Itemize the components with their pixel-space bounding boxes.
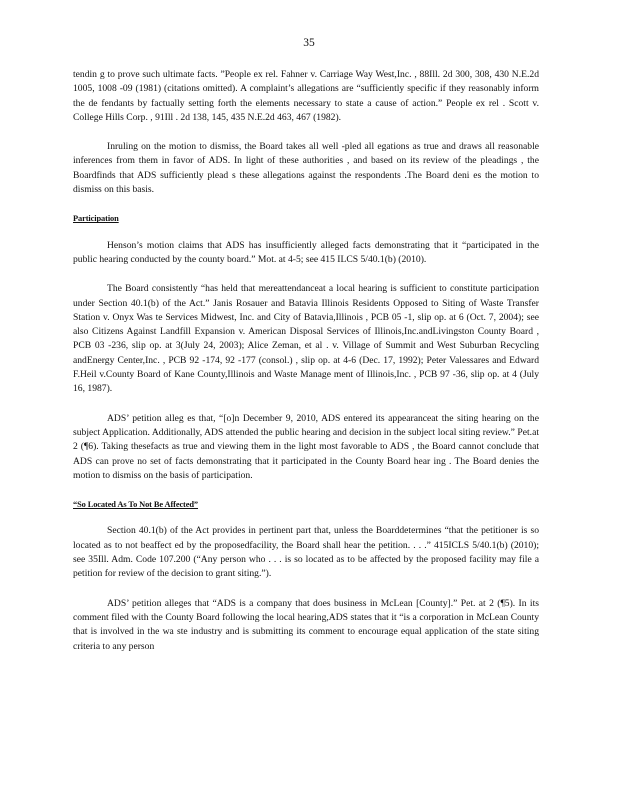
paragraph-5: ADS’ petition alleg es that, “[o]n December 9, 2010, ADS entered its appearanceat the siting hearing on the subject Application. Additionally, ADS attended the public hearing and decision in the subject local siting review.” Pet.at 2 (¶6). Taking thesefacts as true and viewing them in the light most favorable to ADS , the Board cannot conclude that ADS can prove no set of facts demonstrating that it participated in the County Board hear ing . The Board denies the motion to dismiss on the basis of participation. xyxy=(73,412,539,481)
paragraph-4: The Board consistently “has held that mereattendanceat a local hearing is sufficient to constitute participation under Section 40.1(b) of the Act.” Janis Rosauer and Batavia Illinois Residents Opposed to Siting of Waste Transfer Station v. Onyx Was te Services Midwest, Inc. and City of Batavia,Illinois , PCB 05 -1, slip op. at 6 (Oct. 7, 2004); see also Citizens Against Landfill Expansion v. American Disposal Services of Illinois,Inc.andLivingston County Board , PCB 03 -236, slip op. at 3(July 24, 2003); Alice Zeman, et al . v. Village of Summit and West Suburban Recycling andEnergy Center,Inc. , PCB 92 -174, 92 -177 (consol.) , slip op. at 4-6 (Dec. 17, 1992); Peter Valessares and Edward F.Heil v.County Board of Kane County,Illinois and Waste Manage ment of Illinois,Inc. , PCB 97 -36, slip op. at 4 (July 16, 1987). xyxy=(73,283,539,395)
paragraph-6: Section 40.1(b) of the Act provides in pertinent part that, unless the Boarddetermines “that the petitioner is so located as to not beaffect ed by the proposedfacility, the Board shall hear the petition. . . .” 415ICLS 5/40.1(b) (2010); see 35Ill. Adm. Code 107.200 (“Any person who . . . is so located as to be affected by the proposed facility may file a petition for review of the decision to grant siting.”). xyxy=(73,525,539,580)
body-text xyxy=(73,68,539,669)
section-heading-so-located: “So Located As To Not Be Affected” xyxy=(73,500,199,510)
paragraph-1: tendin g to prove such ultimate facts. ”People ex rel. Fahner v. Carriage Way West,Inc. , 88Ill. 2d 300, 308, 430 N.E.2d 1005, 1008 -09 (1981) (citations omitted). A complaint’s allegations are “sufficiently specific if they reasonably inform the de fendants by factually setting forth the elements necessary to state a cause of action.” People ex rel . Scott v. College Hills Corp. , 91Ill . 2d 138, 145, 435 N.E.2d 463, 467 (1982). xyxy=(73,69,539,123)
paragraph-7: ADS’ petition alleges that “ADS is a company that does business in McLean [County].” Pet. at 2 (¶5). In its comment filed with the County Board following the local hearing,ADS states that it “is a corporation in McLean County that is involved in the wa ste industry and is submitting its comment to encourage equal application of the state siting criteria to any person xyxy=(73,597,539,652)
paragraph-2: Inruling on the motion to dismiss, the Board takes all well -pled all egations as true and draws all reasonable inferences from them in favor of ADS. In light of these authorities , and based on its review of the pleadings , the Boardfinds that ADS sufficiently plead s these allegations against the respondents .The Board deni es the motion to dismiss on this basis. xyxy=(73,141,539,196)
page-number: 35 xyxy=(303,37,315,49)
paragraph-3: Henson’s motion claims that ADS has insufficiently alleged facts demonstrating that it “participated in the public hearing conducted by the county board.” Mot. at 4-5; see 415 ILCS 5/40.1(b) (2010). xyxy=(73,239,539,265)
section-heading-participation: Participation xyxy=(73,214,119,224)
